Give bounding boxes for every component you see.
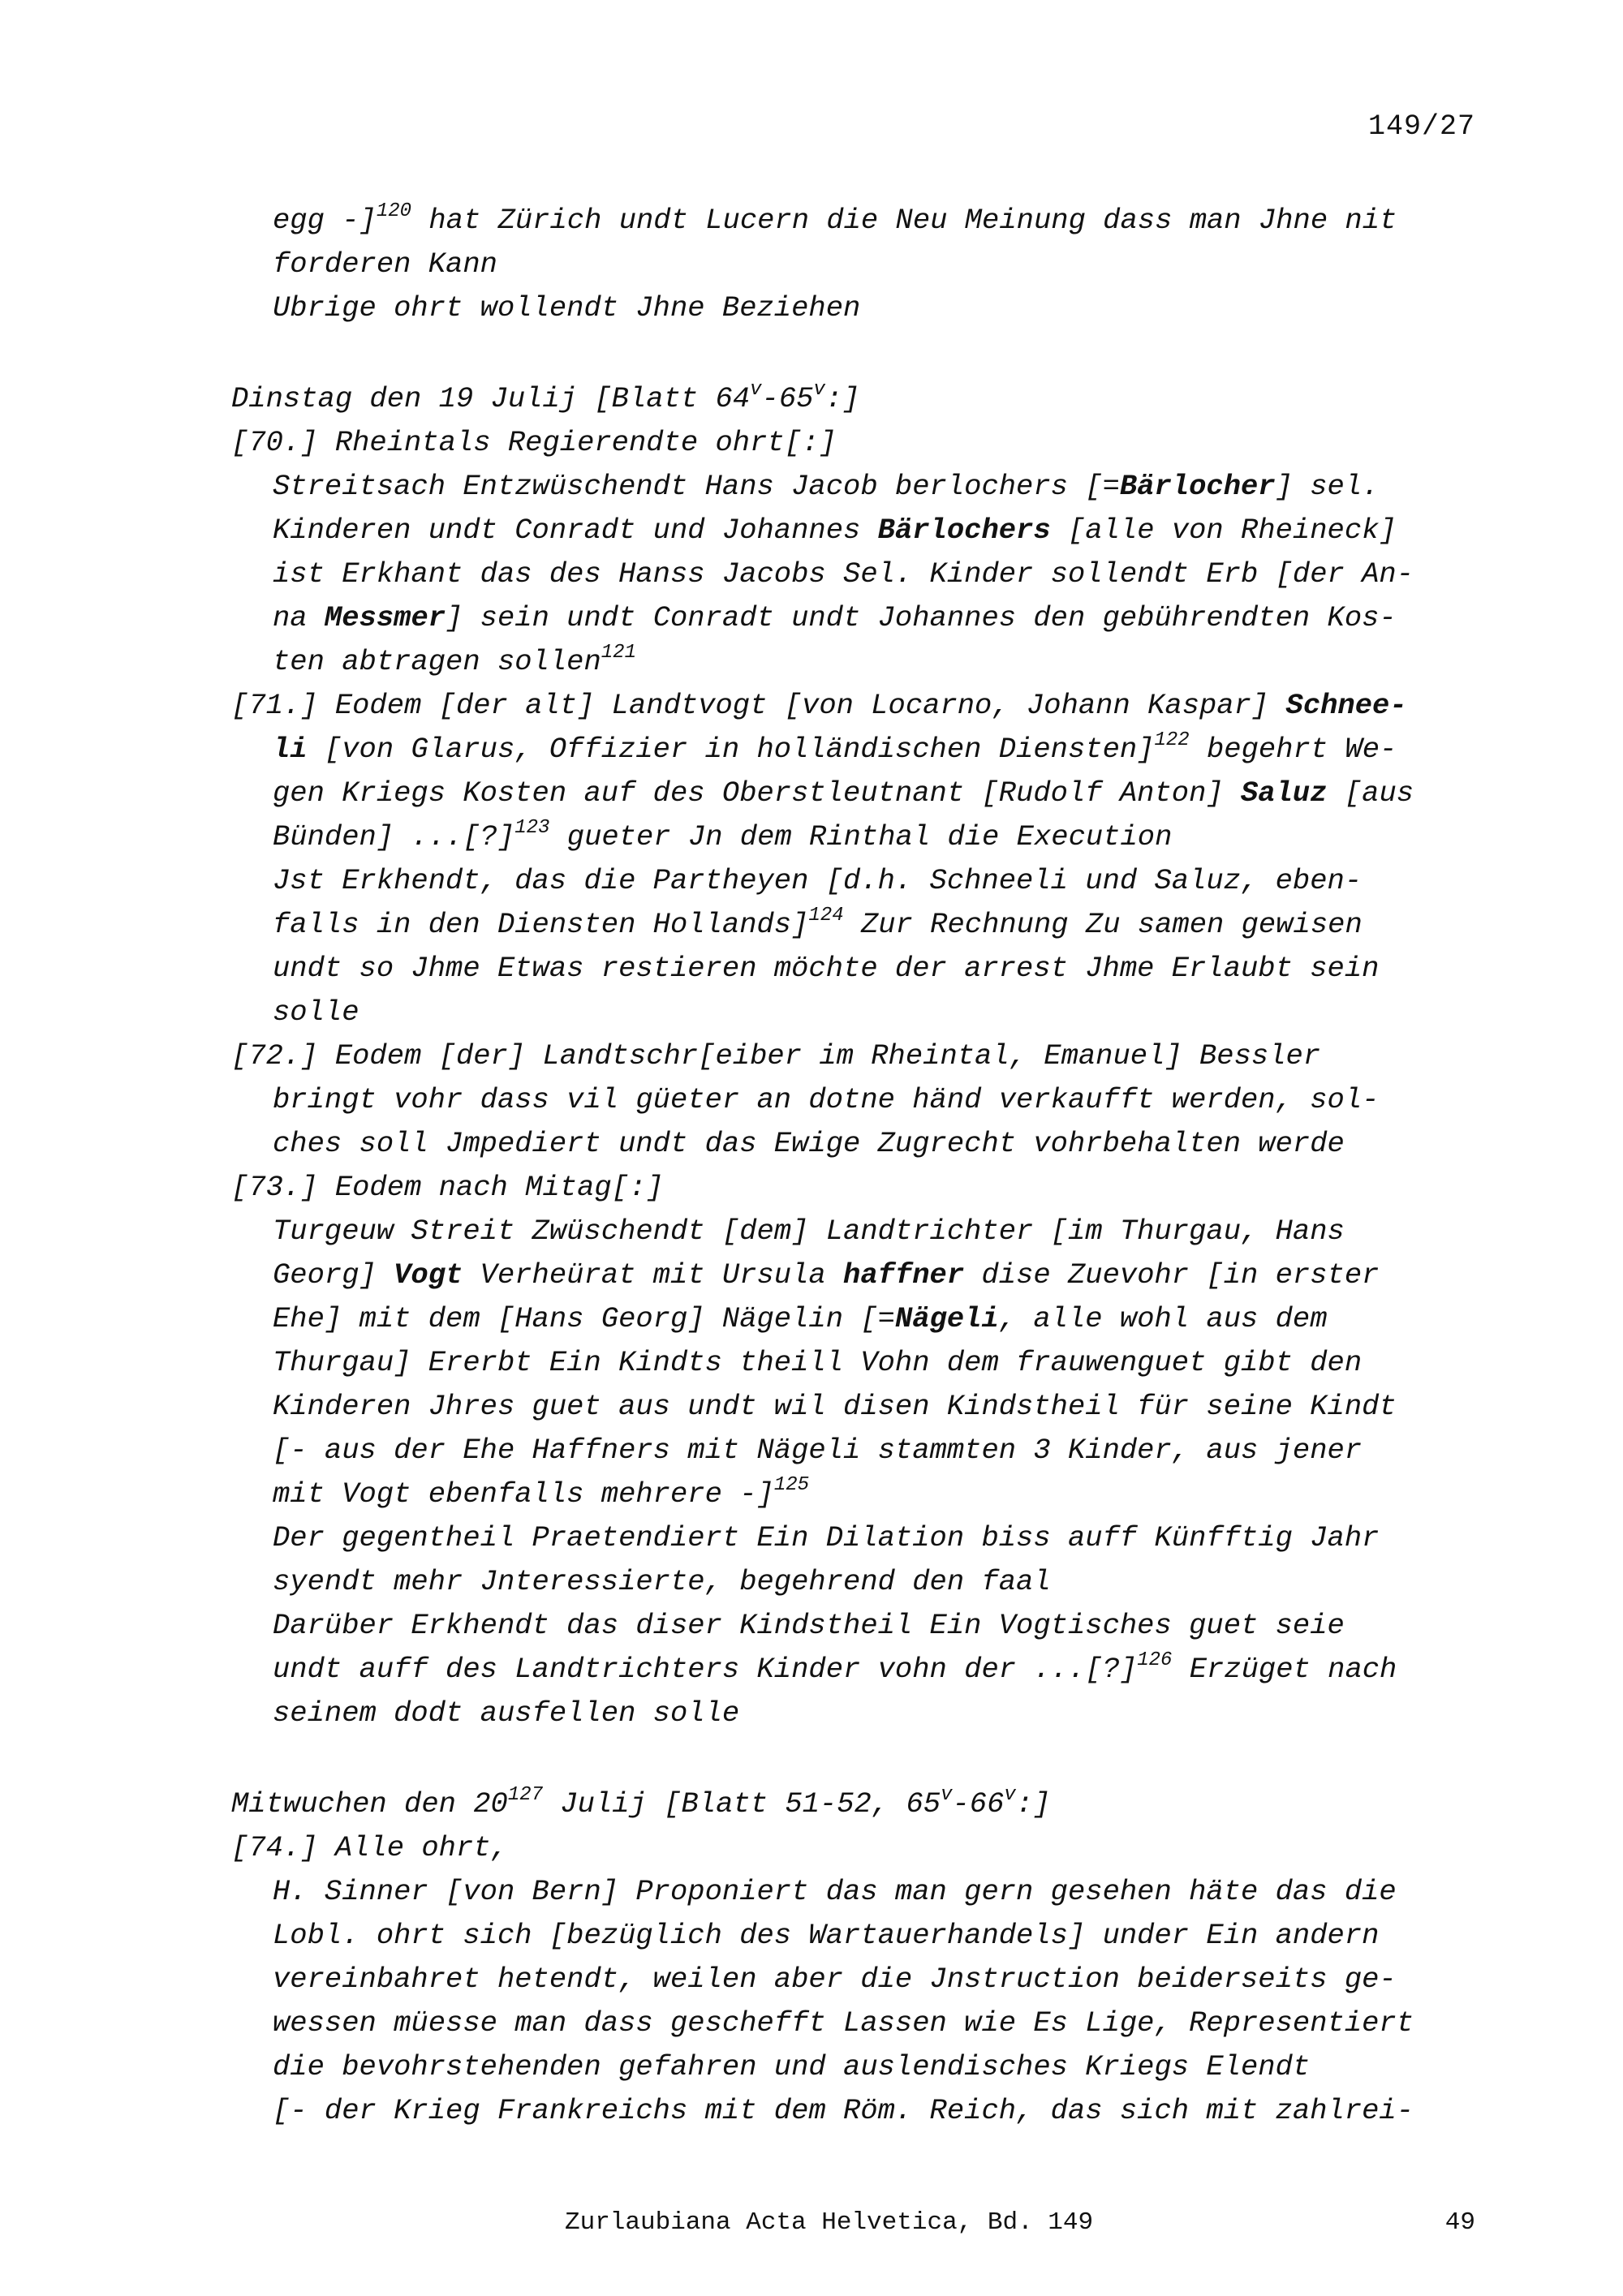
text-line: [231, 903, 1481, 947]
paragraph-gap: [231, 330, 1481, 377]
text-line: [231, 286, 1481, 330]
footnote-ref: v: [941, 1784, 953, 1806]
text-line: [231, 947, 1481, 991]
text-span: [alle von Rheineck]: [1050, 514, 1397, 547]
footnote-ref: 123: [514, 817, 550, 839]
text-span: Kinderen undt Conradt und Johannes: [273, 514, 878, 547]
text-span: Zur Rechnung Zu samen gewisen: [843, 908, 1363, 941]
text-span: egg -]: [273, 204, 377, 237]
text-line: [231, 596, 1481, 640]
text-line: [231, 1560, 1481, 1604]
text-span: Turgeuw Streit Zwüschendt [dem] Landtrichter [im Thurgau, Hans: [273, 1215, 1345, 1248]
text-span: Darüber Erkhendt das diser Kindstheil Ein Vogtisches guet seie: [273, 1609, 1345, 1642]
text-span: begehrt We-: [1189, 733, 1397, 766]
text-line: [231, 243, 1481, 286]
text-line: [231, 1122, 1481, 1166]
text-span: ches soll Jmpediert undt das Ewige Zugrecht vohrbehalten werde: [273, 1127, 1345, 1160]
text-line: [231, 1034, 1481, 1078]
text-span: gen Kriegs Kosten auf des Oberstleutnant [Rudolf Anton]: [273, 776, 1241, 810]
text-line: [231, 1914, 1481, 1958]
text-span: forderen Kann: [273, 247, 497, 281]
person-name: li: [273, 733, 308, 766]
text-span: falls in den Diensten Hollands]: [273, 908, 809, 941]
text-span: hat Zürich undt Lucern die Neu Meinung dass man Jhne nit: [411, 204, 1397, 237]
text-line: [231, 1385, 1481, 1429]
text-line: [231, 684, 1481, 728]
footnote-ref: 122: [1154, 729, 1190, 751]
footer-title: Zurlaubiana Acta Helvetica, Bd. 149: [565, 2208, 1094, 2237]
text-span: na: [273, 601, 325, 634]
text-line: [231, 859, 1481, 903]
text-span: [- aus der Ehe Haffners mit Nägeli stammten 3 Kinder, aus jener: [273, 1434, 1363, 1467]
text-line: [231, 991, 1481, 1034]
text-line: [231, 1782, 1481, 1826]
person-name: Bärlocher: [1119, 470, 1276, 503]
text-line: [231, 1648, 1481, 1692]
text-span: :]: [1015, 1787, 1051, 1821]
text-span: H. Sinner [von Bern] Proponiert das man gern gesehen häte das die: [273, 1875, 1397, 1908]
text-line: [231, 509, 1481, 553]
person-name: Bärlochers: [877, 514, 1051, 547]
text-span: syendt mehr Jnteressierte, begehrend den faal: [273, 1565, 1051, 1598]
text-span: Julij [Blatt 51-52, 65: [543, 1787, 941, 1821]
text-span: [71.] Eodem [der alt] Landtvogt [von Locarno, Johann Kaspar]: [231, 689, 1286, 722]
text-line: [231, 553, 1481, 596]
footnote-ref: v: [750, 379, 762, 401]
text-span: Thurgau] Ererbt Ein Kindts theill Vohn dem frauwenguet gibt den: [273, 1346, 1363, 1379]
paragraph-gap: [231, 1735, 1481, 1782]
text-line: [231, 1958, 1481, 2001]
text-span: [73.] Eodem nach Mitag[:]: [231, 1171, 664, 1204]
text-span: , alle wohl aus dem: [998, 1302, 1328, 1335]
footnote-ref: 125: [773, 1474, 810, 1496]
text-span: ist Erkhant das des Hanss Jacobs Sel. Kinder sollendt Erb [der An-: [273, 557, 1414, 591]
text-span: undt auff des Landtrichters Kinder vohn der ...[?]: [273, 1653, 1138, 1686]
person-name: Saluz: [1241, 776, 1328, 810]
text-line: [231, 1826, 1481, 1870]
text-span: gueter Jn dem Rinthal die Execution: [549, 820, 1173, 853]
text-span: mit Vogt ebenfalls mehrere -]: [273, 1477, 774, 1511]
footnote-ref: v: [1004, 1784, 1016, 1806]
text-line: [231, 465, 1481, 509]
text-line: [231, 2001, 1481, 2045]
text-span: wessen müesse man dass geschefft Lassen wie Es Lige, Representiert: [273, 2006, 1414, 2040]
text-span: -65: [761, 382, 814, 415]
transcription-body: [231, 199, 1481, 2133]
text-span: [74.] Alle ohrt,: [231, 1831, 508, 1864]
person-name: Schnee-: [1285, 689, 1407, 722]
text-span: dise Zuevohr [in erster: [964, 1258, 1380, 1292]
text-span: [von Glarus, Offizier in holländischen Diensten]: [307, 733, 1155, 766]
text-line: [231, 1166, 1481, 1210]
text-line: [231, 1341, 1481, 1385]
text-line: [231, 2089, 1481, 2133]
person-name: Nägeli: [894, 1302, 999, 1335]
text-span: [70.] Rheintals Regierendte ohrt[:]: [231, 426, 837, 459]
text-span: Jst Erkhendt, das die Partheyen [d.h. Schneeli und Saluz, eben-: [273, 864, 1363, 897]
footnote-ref: 126: [1137, 1649, 1173, 1671]
footnote-ref: 124: [808, 905, 844, 927]
text-span: Lobl. ohrt sich [bezüglich des Wartauerhandels] under Ein andern: [273, 1919, 1380, 1952]
text-line: [231, 1253, 1481, 1297]
page-reference: 149/27: [1367, 110, 1475, 143]
text-span: Der gegentheil Praetendiert Ein Dilation biss auff Künfftig Jahr: [273, 1521, 1380, 1554]
text-line: [231, 1473, 1481, 1516]
text-line: [231, 199, 1481, 243]
text-span: [- der Krieg Frankreichs mit dem Röm. Reich, das sich mit zahlrei-: [273, 2094, 1414, 2127]
text-span: Mitwuchen den 20: [231, 1787, 508, 1821]
text-line: [231, 1078, 1481, 1122]
text-span: undt so Jhme Etwas restieren möchte der arrest Jhme Erlaubt sein: [273, 952, 1380, 985]
text-line: [231, 1604, 1481, 1648]
text-span: :]: [824, 382, 860, 415]
person-name: Vogt: [394, 1258, 463, 1292]
text-line: [231, 1210, 1481, 1253]
text-span: Ubrige ohrt wollendt Jhne Beziehen: [273, 291, 861, 325]
text-span: bringt vohr dass vil güeter an dotne händ verkaufft werden, sol-: [273, 1083, 1380, 1116]
text-span: Streitsach Entzwüschendt Hans Jacob berlochers [=: [273, 470, 1120, 503]
text-line: [231, 728, 1481, 772]
text-span: seinem dodt ausfellen solle: [273, 1696, 740, 1730]
text-line: [231, 2045, 1481, 2089]
footnote-ref: 120: [376, 200, 412, 222]
person-name: Messmer: [324, 601, 446, 634]
text-span: Georg]: [273, 1258, 394, 1292]
text-span: Dinstag den 19 Julij [Blatt 64: [231, 382, 751, 415]
person-name: haffner: [843, 1258, 965, 1292]
text-line: [231, 1516, 1481, 1560]
text-span: solle: [273, 995, 359, 1029]
text-line: [231, 815, 1481, 859]
footer-page-number: 49: [1444, 2208, 1475, 2237]
text-line: [231, 1297, 1481, 1341]
text-span: vereinbahret hetendt, weilen aber die Jnstruction beiderseits ge-: [273, 1963, 1397, 1996]
text-span: Verheürat mit Ursula: [463, 1258, 844, 1292]
text-span: -66: [952, 1787, 1005, 1821]
text-line: [231, 1692, 1481, 1735]
text-span: ] sein undt Conradt undt Johannes den gebührendten Kos-: [446, 601, 1397, 634]
text-line: [231, 377, 1481, 421]
text-line: [231, 421, 1481, 465]
text-span: ] sel.: [1275, 470, 1380, 503]
footnote-ref: 121: [601, 642, 636, 664]
text-span: [aus: [1327, 776, 1414, 810]
text-span: [72.] Eodem [der] Landtschr[eiber im Rheintal, Emanuel] Bessler: [231, 1039, 1321, 1073]
text-span: Ehe] mit dem [Hans Georg] Nägelin [=: [273, 1302, 895, 1335]
text-line: [231, 772, 1481, 815]
text-line: [231, 1429, 1481, 1473]
text-line: [231, 1870, 1481, 1914]
text-span: ten abtragen sollen: [273, 645, 601, 678]
footnote-ref: 127: [507, 1784, 544, 1806]
text-span: Erzüget nach: [1172, 1653, 1397, 1686]
footnote-ref: v: [813, 379, 825, 401]
text-line: [231, 640, 1481, 684]
text-span: Kinderen Jhres guet aus undt wil disen Kindstheil für seine Kindt: [273, 1390, 1397, 1423]
text-span: Bünden] ...[?]: [273, 820, 515, 853]
text-span: die bevohrstehenden gefahren und auslendisches Kriegs Elendt: [273, 2050, 1311, 2083]
